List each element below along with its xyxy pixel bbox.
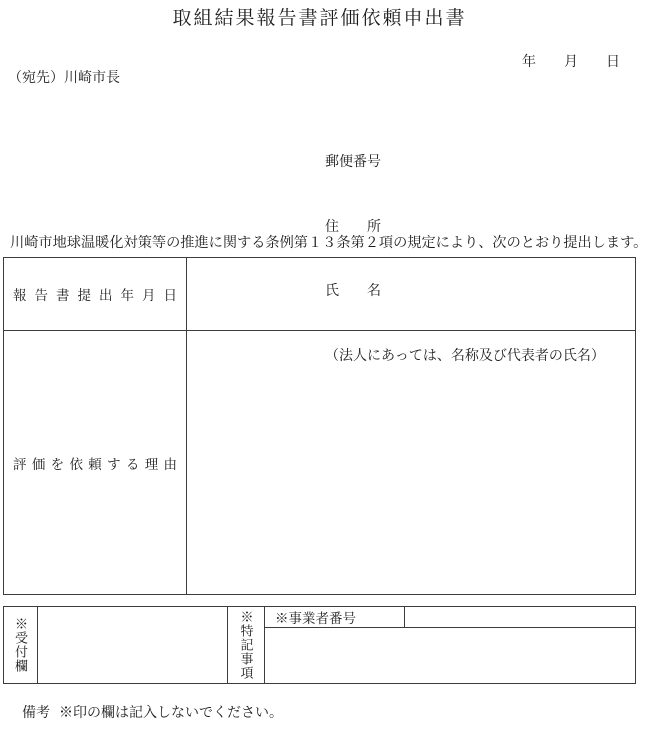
page-title: 取組結果報告書評価依頼申出書 [172, 8, 467, 29]
business-number-label: ※事業者番号 [265, 607, 405, 628]
remarks-label: 備考 [22, 706, 50, 721]
report-date-label: 報 告 書 提 出 年 月 日 [13, 288, 177, 303]
remarks-line [8, 686, 283, 738]
date-line: 年 月 日 [522, 55, 620, 70]
special-notes-value-cell [265, 628, 635, 683]
admin-table [3, 606, 636, 684]
reason-label-cell [4, 331, 187, 594]
reason-value-cell [187, 331, 635, 594]
report-date-value-cell [187, 258, 635, 331]
submission-statement: 川崎市地球温暖化対策等の推進に関する条例第１３条第２項の規定により、次のとおり提出します。 [10, 235, 647, 251]
special-notes-column-label: ※特記事項 [228, 607, 265, 683]
business-number-value-cell [405, 607, 635, 628]
reason-label: 評 価 を 依 頼 す る 理 由 [13, 456, 177, 472]
addressee: （宛先）川崎市長 [8, 71, 120, 86]
address-label: 住 所 [325, 219, 381, 235]
remarks-text: ※印の欄は記入しないでください。 [59, 706, 283, 721]
reception-value-cell [38, 607, 228, 683]
name-label: 氏 名 [325, 284, 381, 299]
main-table [3, 257, 636, 595]
report-date-label-cell [4, 258, 187, 331]
reception-column-label: ※受付欄 [4, 607, 38, 683]
corporate-note: （法人にあっては、名称及び代表者の氏名） [325, 348, 605, 364]
postal-code-label: 郵便番号 [325, 155, 381, 170]
